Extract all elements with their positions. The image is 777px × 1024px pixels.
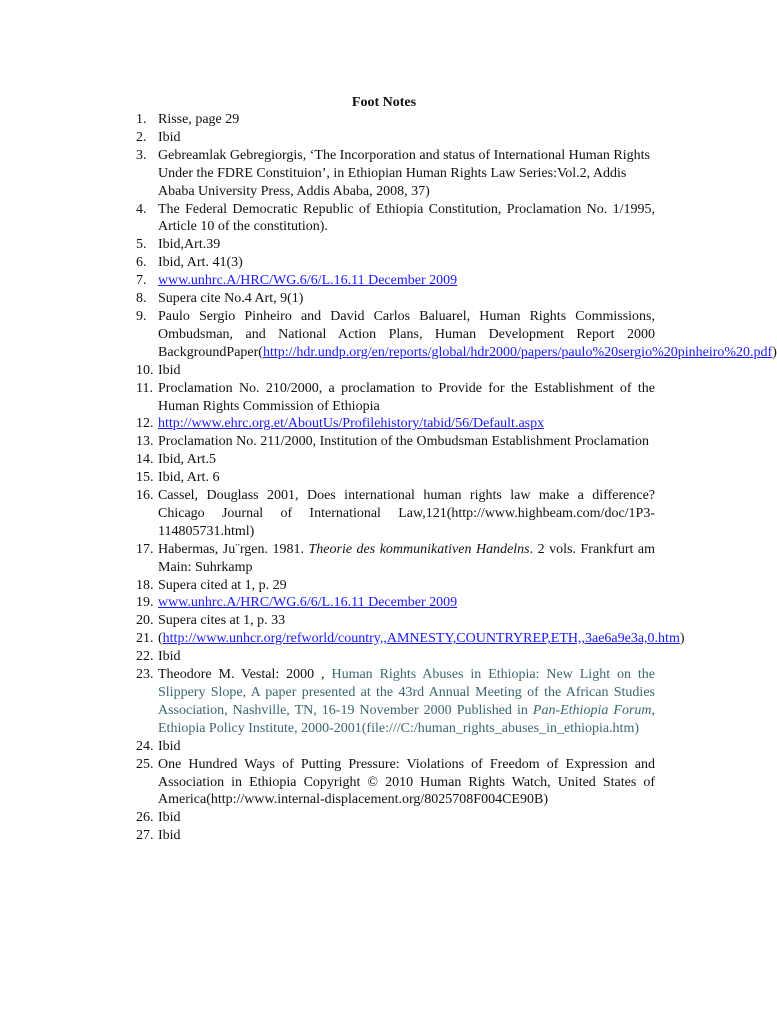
footnote-text: Ibid <box>158 810 181 826</box>
footnote-text-tail: ) <box>772 344 777 360</box>
footnote-item <box>136 756 655 810</box>
footnote-text: Ibid, Art. 6 <box>158 470 220 486</box>
footnote-number: 14. <box>136 452 154 468</box>
footnote-highlighted-text: Human Rights Abuses in Ethiopia: New Light on the Slippery Slope, A paper presented at the 43rd Annual Meeting of the African Studies Association, Nashville, TN, 16-19 November 2000 Published in <box>158 667 656 718</box>
footnote-item <box>136 201 655 237</box>
footnote-text-tail: . 2 vols. Frankfurt am Main: Suhrkamp <box>158 541 655 575</box>
footnote-highlighted-italic: Pan-Ethiopia Forum <box>532 702 652 718</box>
footnote-text: Ibid <box>158 738 181 754</box>
footnote-item <box>136 738 655 756</box>
footnote-item <box>136 827 655 845</box>
footnote-text: Ibid, Art. 41(3) <box>158 255 243 271</box>
footnote-text: Ibid <box>158 362 181 378</box>
footnote-link[interactable]: http://hdr.undp.org/en/reports/global/hdr2000/papers/paulo%20sergio%20pinheiro%20.pdf <box>262 344 773 360</box>
footnote-item <box>136 594 655 612</box>
footnote-text-tail: ) <box>679 631 685 647</box>
footnote-number: 9. <box>136 308 147 324</box>
footnote-item <box>136 612 655 630</box>
footnote-text: The Federal Democratic Republic of Ethiopia Constitution, Proclamation No. 1/1995, Article 10 of the constitution). <box>158 201 655 235</box>
footnote-number: 22. <box>136 649 154 665</box>
footnote-number: 19. <box>136 595 154 611</box>
footnote-item <box>136 469 655 487</box>
footnote-text: Habermas, Ju¨rgen. 1981. <box>158 541 309 557</box>
footnote-number: 8. <box>136 291 147 307</box>
footnote-italic-title: Theorie des kommunikativen Handelns <box>308 541 530 557</box>
footnote-text: One Hundred Ways of Putting Pressure: Violations of Freedom of Expression and Association in Ethiopia Copyright © 2010 Human Rights Watch, United States of America(http://www.internal-displacement.org/8025708F004CE90B) <box>158 756 655 808</box>
footnote-number: 1. <box>136 112 147 127</box>
footnote-number: 24. <box>136 738 154 754</box>
footnote-text: Risse, page 29 <box>158 112 240 127</box>
footnote-link[interactable]: http://www.ehrc.org.et/AboutUs/Profilehistory/tabid/56/Default.aspx <box>158 416 545 432</box>
footnote-item <box>136 129 655 147</box>
footnote-number: 26. <box>136 810 154 826</box>
footnote-number: 27. <box>136 828 154 844</box>
footnote-text: Ibid <box>158 649 181 665</box>
footnote-number: 3. <box>136 147 147 163</box>
footnote-text: Cassel, Douglass 2001, Does international human rights law make a difference? Chicago Journal of International Law,121(http://www.highbeam.com/doc/1P3-114805731.html) <box>158 488 655 539</box>
footnote-number: 18. <box>136 577 154 593</box>
footnote-item <box>136 111 655 129</box>
footnote-item <box>136 630 685 648</box>
footnote-item <box>136 290 655 308</box>
footnote-item <box>136 272 655 290</box>
footnote-text: ( <box>158 631 163 647</box>
footnote-number: 17. <box>136 541 154 557</box>
footnote-text: Gebreamlak Gebregiorgis, ‘The Incorporation and status of International Human Rights Under the FDRE Constituion’, in Ethiopian Human Rights Law Series:Vol.2, Addis Ababa University Press, Addis Ababa, 2008, 37) <box>158 147 650 199</box>
footnote-item <box>136 666 655 738</box>
footnote-number: 12. <box>136 416 154 432</box>
footnote-number: 5. <box>136 237 147 253</box>
page-title: Foot Notes <box>351 95 417 110</box>
footnote-text: Supera cites at 1, p. 33 <box>158 613 286 629</box>
footnote-item <box>136 362 655 380</box>
footnote-item <box>136 433 655 451</box>
footnote-number: 13. <box>136 434 154 450</box>
footnote-number: 10. <box>136 362 154 378</box>
footnote-item <box>136 415 655 433</box>
footnote-number: 4. <box>136 201 147 217</box>
footnote-number: 2. <box>136 129 147 145</box>
footnote-item <box>136 487 655 541</box>
footnote-item <box>136 147 655 201</box>
footnote-item <box>136 308 777 362</box>
footnote-text: Ibid, Art.5 <box>158 452 216 468</box>
footnote-link[interactable]: www.unhrc.A/HRC/WG.6/6/L.16.11 December 2009 <box>158 273 458 289</box>
footnote-highlighted-tail: , Ethiopia Policy Institute, 2000-2001(file:///C:/human_rights_abuses_in_ethiopia.htm) <box>158 702 655 736</box>
footnote-item <box>136 577 655 595</box>
footnote-text: Ibid,Art.39 <box>158 237 221 253</box>
footnote-link[interactable]: www.unhrc.A/HRC/WG.6/6/L.16.11 December 2009 <box>158 595 458 611</box>
footnote-item <box>136 541 655 577</box>
footnote-text: Proclamation No. 211/2000, Institution of the Ombudsman Establishment Proclamation <box>158 434 649 450</box>
footnote-link[interactable]: http://www.unhcr.org/refworld/country,,AMNESTY,COUNTRYREP,ETH,,3ae6a9e3a,0.htm <box>162 631 680 647</box>
footnote-item <box>136 380 655 416</box>
footnote-text: Supera cite No.4 Art, 9(1) <box>158 291 304 307</box>
footnote-text: Ibid <box>158 129 181 145</box>
footnotes-list <box>136 111 777 845</box>
footnote-text: Paulo Sergio Pinheiro and David Carlos Baluarel, Human Rights Commissions, Ombudsman, and National Action Plans, Human Development Report 2000 BackgroundPaper( <box>158 308 655 360</box>
footnote-item <box>136 451 655 469</box>
footnote-item <box>136 254 655 272</box>
footnote-number: 25. <box>136 756 154 772</box>
footnote-number: 7. <box>136 273 147 289</box>
footnote-number: 20. <box>136 613 154 629</box>
footnote-text: Ibid <box>158 828 181 844</box>
footnote-text: Theodore M. Vestal: 2000 , <box>158 667 332 683</box>
footnote-item <box>136 648 655 666</box>
footnote-number: 21. <box>136 631 154 647</box>
footnote-item <box>136 809 655 827</box>
footnote-number: 23. <box>136 667 154 683</box>
footnote-number: 15. <box>136 470 154 486</box>
footnote-number: 6. <box>136 255 147 271</box>
footnote-text: Supera cited at 1, p. 29 <box>158 577 287 593</box>
footnote-number: 11. <box>136 380 153 396</box>
footnote-item <box>136 236 655 254</box>
footnote-number: 16. <box>136 488 154 504</box>
footnote-text: Proclamation No. 210/2000, a proclamation to Provide for the Establishment of the Human Rights Commission of Ethiopia <box>158 380 655 414</box>
